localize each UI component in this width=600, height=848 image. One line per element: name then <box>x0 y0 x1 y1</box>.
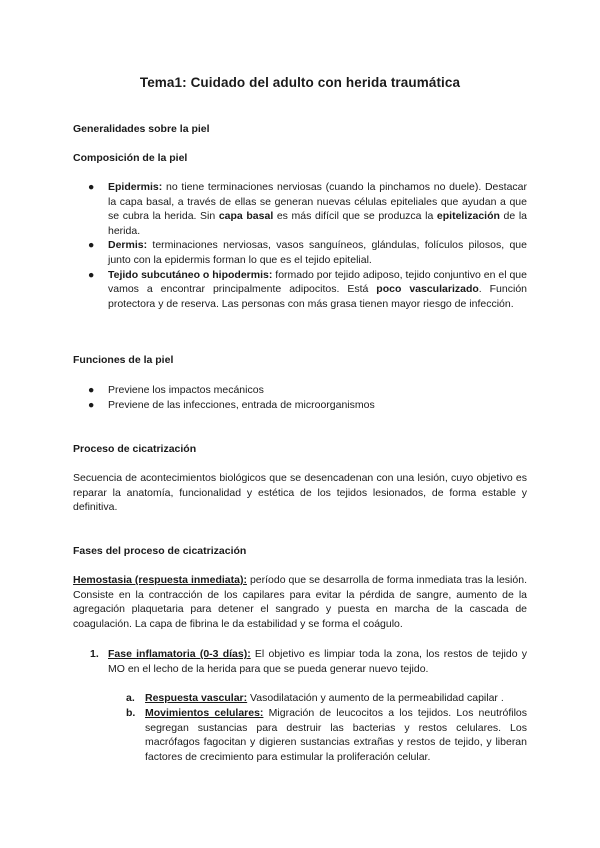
page-title: Tema1: Cuidado del adulto con herida traumática <box>139 75 461 90</box>
bullet-icon: ● <box>88 384 95 396</box>
bullet-icon: ● <box>88 239 95 252</box>
list-item-hipodermis: ● Tejido subcutáneo o hipodermis: formado por tejido adiposo, tejido conjuntivo en el que vamos a encontrar principalmente adipocitos. Está poco vascularizado. Función protectora y de reserva. Las personas con más grasa tienen mayor riesgo de infección. <box>88 268 527 310</box>
list-item-epidermis: ● Epidermis: no tiene terminaciones nerviosas (cuando la pinchamos no duele). Destacar la capa basal, a través de ellas se generan nuevas células epiteliales que ayudan a que se cubra la herida. Sin capa basal es más difícil que se produzca la epitelización de la herida. <box>88 181 527 237</box>
composicion-list <box>73 180 527 311</box>
fase-inflamatoria-item: 1. Fase inflamatoria (0-3 días): El objetivo es limpiar toda la zona, los restos de tejido y MO en el lecho de la herida para que se pueda generar nuevo tejido. <box>90 648 528 675</box>
term-hipodermis: Tejido subcutáneo o hipodermis: <box>108 268 273 281</box>
bullet-icon: ● <box>88 398 95 411</box>
list-item: ● Previene los impactos mecánicos <box>88 384 264 396</box>
term-respuesta-vascular: Respuesta vascular: <box>145 692 248 704</box>
proceso-paragraph: Secuencia de acontecimientos biológicos que se desencadenan con una lesión, cuyo objetivo es reparar la anatomía, funcionalidad y estética de los tejidos lesionados, de forma estable y definitiva. <box>73 472 527 514</box>
item-number: 1. <box>90 648 99 660</box>
funciones-list <box>73 383 527 412</box>
list-item: ● Previene de las infecciones, entrada de microorganismos <box>88 398 375 411</box>
term-fase-inflamatoria: Fase inflamatoria (0-3 días): <box>108 648 251 660</box>
heading-generalidades: Generalidades sobre la piel <box>73 123 210 135</box>
heading-proceso: Proceso de cicatrización <box>73 443 197 455</box>
heading-composicion: Composición de la piel <box>73 152 188 164</box>
term-movimientos-celulares: Movimientos celulares: <box>145 707 264 719</box>
heading-fases: Fases del proceso de cicatrización <box>73 545 247 557</box>
item-letter: a. <box>126 692 135 704</box>
term-dermis: Dermis: <box>108 239 148 252</box>
list-item-dermis: ● Dermis: terminaciones nerviosas, vasos sanguíneos, glándulas, folículos pilosos, que junto con la epidermis forman lo que es el tejido epitelial. <box>88 239 527 266</box>
respuesta-vascular-item: a. Respuesta vascular: Vasodilatación y aumento de la permeabilidad capilar . <box>126 692 504 704</box>
bullet-icon: ● <box>88 268 95 281</box>
term-hemostasia: Hemostasia (respuesta inmediata): <box>73 574 247 586</box>
hemostasia-paragraph: Hemostasia (respuesta inmediata): período que se desarrolla de forma inmediata tras la lesión. Consiste en la contracción de los capilares para evitar la pérdida de sangre, aumento de la agregación plaquetaria para detener el sangrado y puesta en marcha de la cascada de coagulación. La capa de fibrina le da estabilidad y se forma el coágulo. <box>73 574 527 630</box>
heading-funciones: Funciones de la piel <box>73 354 174 366</box>
term-epidermis: Epidermis: <box>108 181 163 193</box>
item-letter: b. <box>126 707 136 719</box>
bullet-icon: ● <box>88 181 95 193</box>
movimientos-celulares-item: b. Movimientos celulares: Migración de leucocitos a los tejidos. Los neutrófilos segregan sustancias para destruir las bacterias y restos celulares. Los macrófagos fagocitan y digieren sustancias extrañas y restos de tejido, y liberan factores de crecimiento para estimular la proliferación celular. <box>126 707 527 763</box>
